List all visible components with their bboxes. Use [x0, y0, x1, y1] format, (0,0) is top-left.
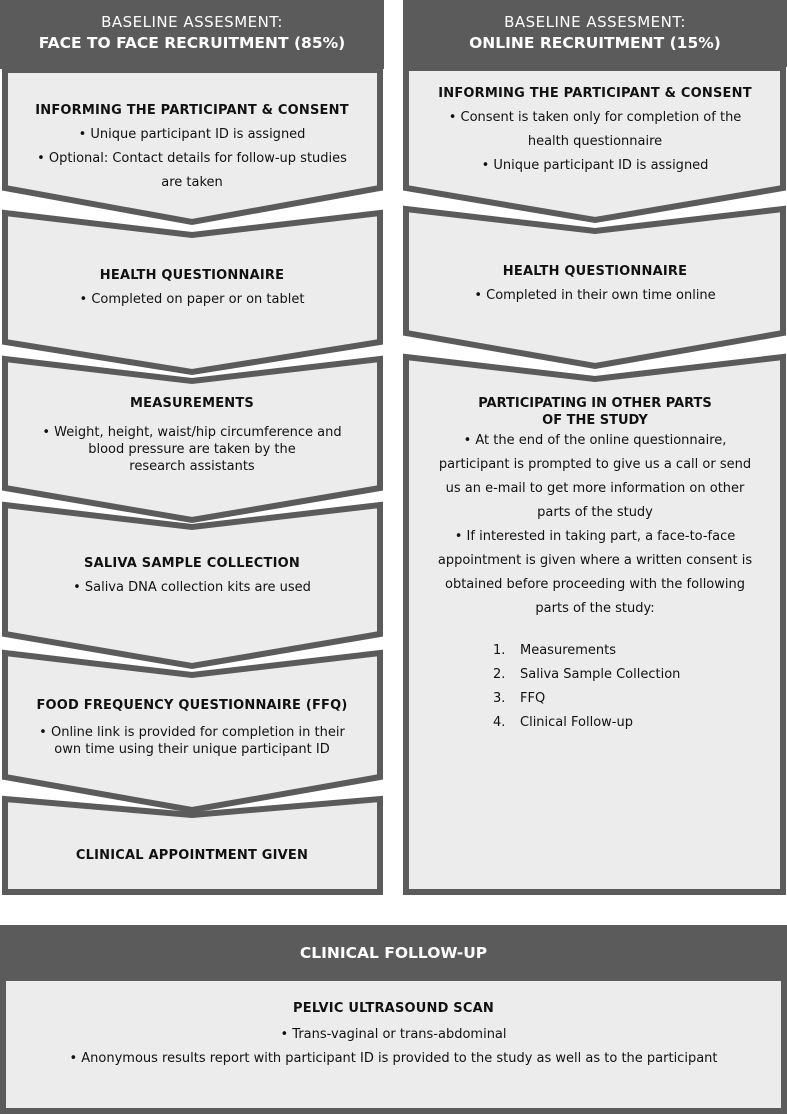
left-saliva-bullet-1: • Saliva DNA collection kits are used: [73, 580, 311, 595]
step-item: [493, 711, 787, 735]
right-other-steps-list: [493, 639, 787, 735]
left-ffq-title: FOOD FREQUENCY QUESTIONNAIRE (FFQ): [36, 698, 348, 713]
right-other-bullet-1b: participant is prompted to give us a call or send: [438, 457, 752, 472]
left-header-line2: FACE TO FACE RECRUITMENT (85%): [38, 34, 346, 52]
left-measurements-bullet-1a: • Weight, height, waist/hip circumference and: [42, 425, 342, 440]
left-saliva-box: [0, 502, 384, 670]
right-health-box: [403, 206, 787, 374]
followup-header: [0, 925, 787, 979]
right-column-header: [403, 0, 787, 67]
left-consent-box: [0, 66, 384, 226]
step-item: [493, 663, 787, 687]
left-measurements-bullet-1b: blood pressure are taken by the: [88, 442, 296, 457]
step-label: Measurements: [520, 643, 617, 658]
left-ffq-box: [0, 650, 384, 818]
step-number: 1.: [493, 643, 506, 658]
right-consent-box: [403, 64, 787, 224]
step-number: 4.: [493, 715, 506, 730]
left-consent-bullet-2a: • Optional: Contact details for follow-up studies: [37, 151, 347, 166]
left-measurements-title: MEASUREMENTS: [129, 396, 254, 411]
followup-box: [0, 975, 787, 1114]
step-label: Clinical Follow-up: [520, 715, 633, 730]
right-other-bullet-2a: • If interested in taking part, a face-to-face: [454, 529, 736, 544]
right-other-bullet-1a: • At the end of the online questionnaire,: [463, 433, 727, 448]
left-ffq-bullet-1b: own time using their unique participant ID: [54, 742, 330, 757]
left-ffq-bullet-1a: • Online link is provided for completion in their: [39, 725, 345, 740]
step-item: [493, 639, 787, 663]
right-other-bullet-1d: parts of the study: [537, 505, 653, 520]
followup-bullet-2: • Anonymous results report with participant ID is provided to the study as well as to the participant: [69, 1051, 718, 1066]
left-appointment-box: [0, 796, 384, 896]
left-health-box: [0, 210, 384, 378]
left-measurements-bullet-1c: research assistants: [129, 459, 255, 474]
left-health-title: HEALTH QUESTIONNAIRE: [99, 268, 285, 283]
right-header-line1: BASELINE ASSESMENT:: [504, 13, 686, 31]
step-number: 2.: [493, 667, 506, 682]
followup-bullet-1: • Trans-vaginal or trans-abdominal: [280, 1027, 507, 1042]
right-health-bullet-1: • Completed in their own time online: [474, 288, 716, 303]
right-other-bullet-2c: obtained before proceeding with the following: [445, 577, 745, 592]
step-number: 3.: [493, 691, 506, 706]
right-other-bullet-2d: parts of the study:: [535, 601, 655, 616]
left-measurements-box: [0, 356, 384, 524]
right-other-bullet-1c: us an e-mail to get more information on other: [445, 481, 745, 496]
step-label: FFQ: [520, 691, 546, 706]
right-consent-title: INFORMING THE PARTICIPANT & CONSENT: [438, 86, 752, 101]
left-saliva-title: SALIVA SAMPLE COLLECTION: [84, 556, 300, 571]
followup-title: PELVIC ULTRASOUND SCAN: [293, 1001, 494, 1016]
step-label: Saliva Sample Collection: [520, 667, 681, 682]
right-other-parts-box: [403, 354, 787, 896]
left-health-bullet-1: • Completed on paper or on tablet: [79, 292, 305, 307]
right-health-title: HEALTH QUESTIONNAIRE: [502, 264, 688, 279]
right-header-line2: ONLINE RECRUITMENT (15%): [469, 34, 721, 52]
left-column-header: [0, 0, 384, 69]
left-appointment-title: CLINICAL APPOINTMENT GIVEN: [75, 848, 309, 863]
left-consent-bullet-2b: are taken: [161, 175, 223, 190]
step-item: [493, 687, 787, 711]
right-other-title-b: OF THE STUDY: [542, 413, 648, 428]
left-header-line1: BASELINE ASSESMENT:: [101, 13, 283, 31]
right-other-bullet-2b: appointment is given where a written consent is: [437, 553, 753, 568]
right-consent-bullet-1a: • Consent is taken only for completion of the: [448, 110, 742, 125]
right-consent-bullet-2: • Unique participant ID is assigned: [481, 158, 709, 173]
left-consent-title: INFORMING THE PARTICIPANT & CONSENT: [35, 103, 349, 118]
right-other-title-a: PARTICIPATING IN OTHER PARTS: [478, 396, 712, 411]
followup-header-text: CLINICAL FOLLOW-UP: [299, 944, 488, 962]
right-consent-bullet-1b: health questionnaire: [527, 134, 663, 149]
left-consent-bullet-1: • Unique participant ID is assigned: [78, 127, 306, 142]
